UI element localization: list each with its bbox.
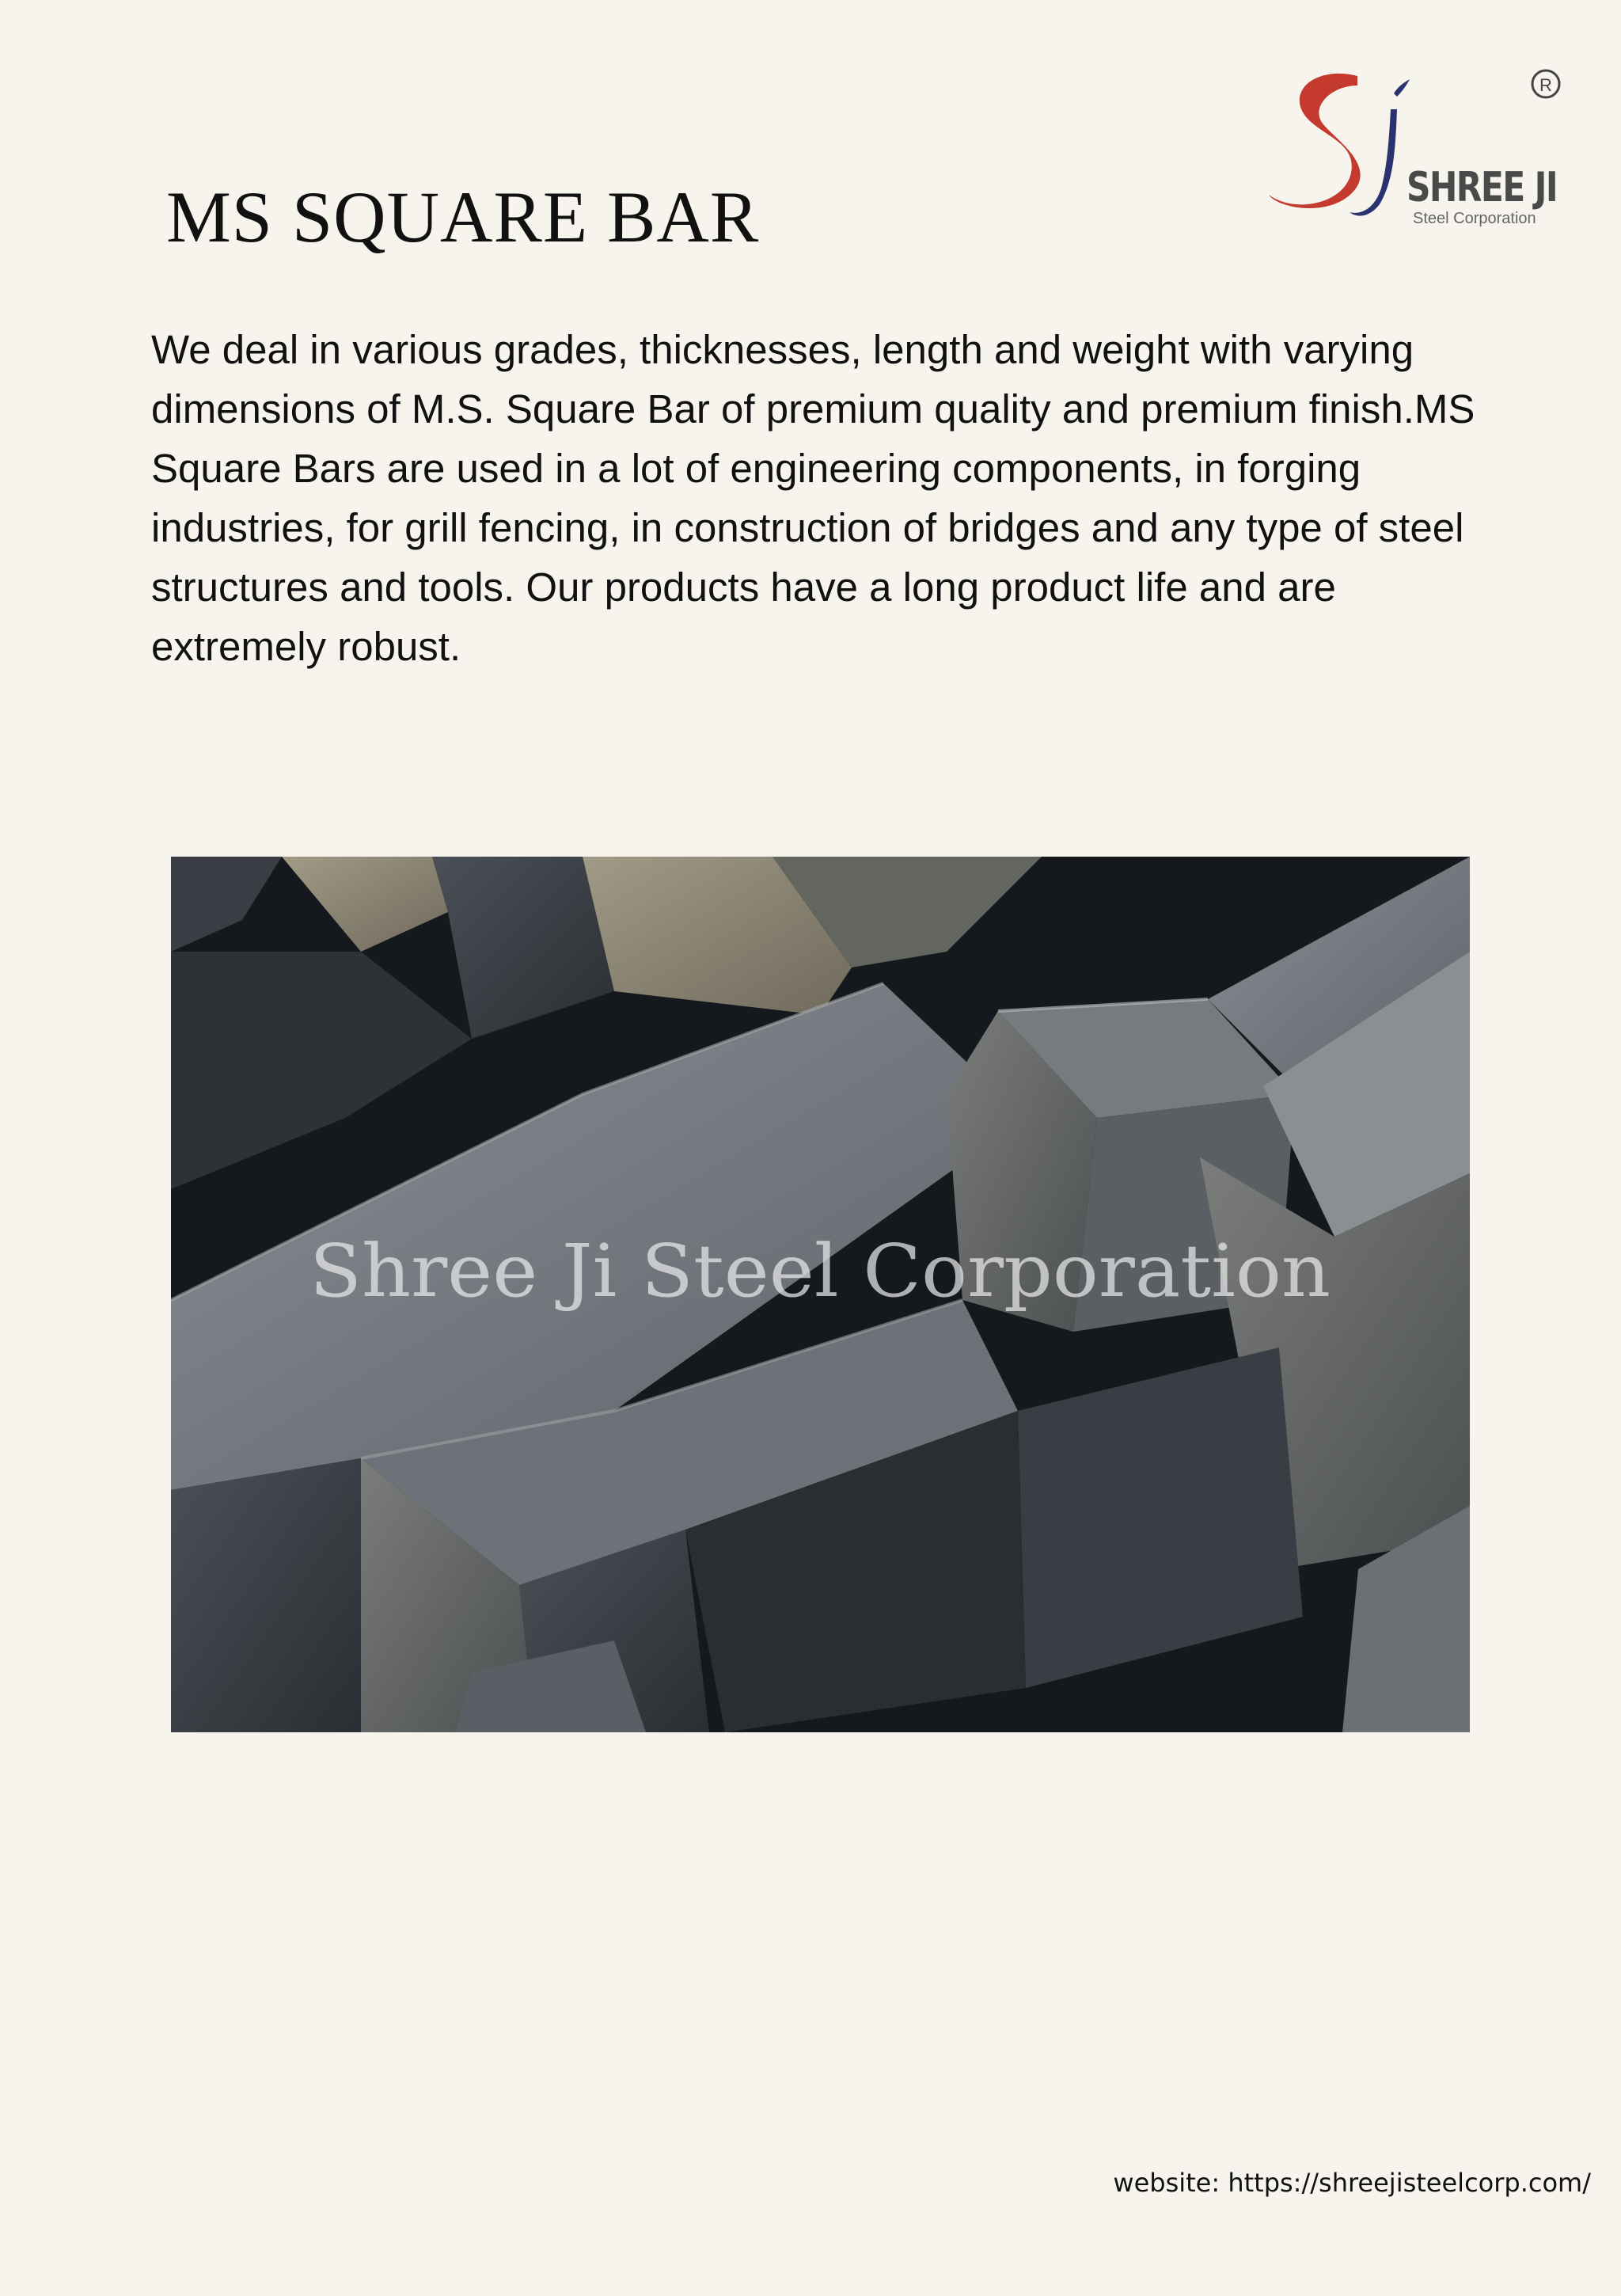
logo-s-mark: [1269, 74, 1361, 208]
product-description: We deal in various grades, thicknesses, length and weight with varying dimensions of M.S. Square Bar of premium quality and premium finish.MS Square Bars are used in a lot of engineering components, in forging industries, for grill fencing, in construction of bridges and any type of steel structures and tools. Our products have a long product life and are extremely robust.: [151, 327, 1475, 669]
brand-logo: [1247, 62, 1579, 244]
website-link[interactable]: https://shreejisteelcorp.com/: [1228, 2168, 1591, 2198]
photo-watermark: Shree Ji Steel Corporation: [309, 1229, 1331, 1313]
page-title: MS SQUARE BAR: [166, 177, 760, 257]
website-label: website:: [1113, 2168, 1220, 2198]
registered-mark-icon: [1532, 70, 1559, 97]
logo-brand-name: SHREE JI: [1407, 164, 1557, 211]
logo-brand-sub: Steel Corporation: [1413, 210, 1536, 227]
website-footer: [1113, 2168, 1591, 2198]
svg-text:R: R: [1539, 75, 1552, 95]
product-photo: [171, 857, 1470, 1732]
